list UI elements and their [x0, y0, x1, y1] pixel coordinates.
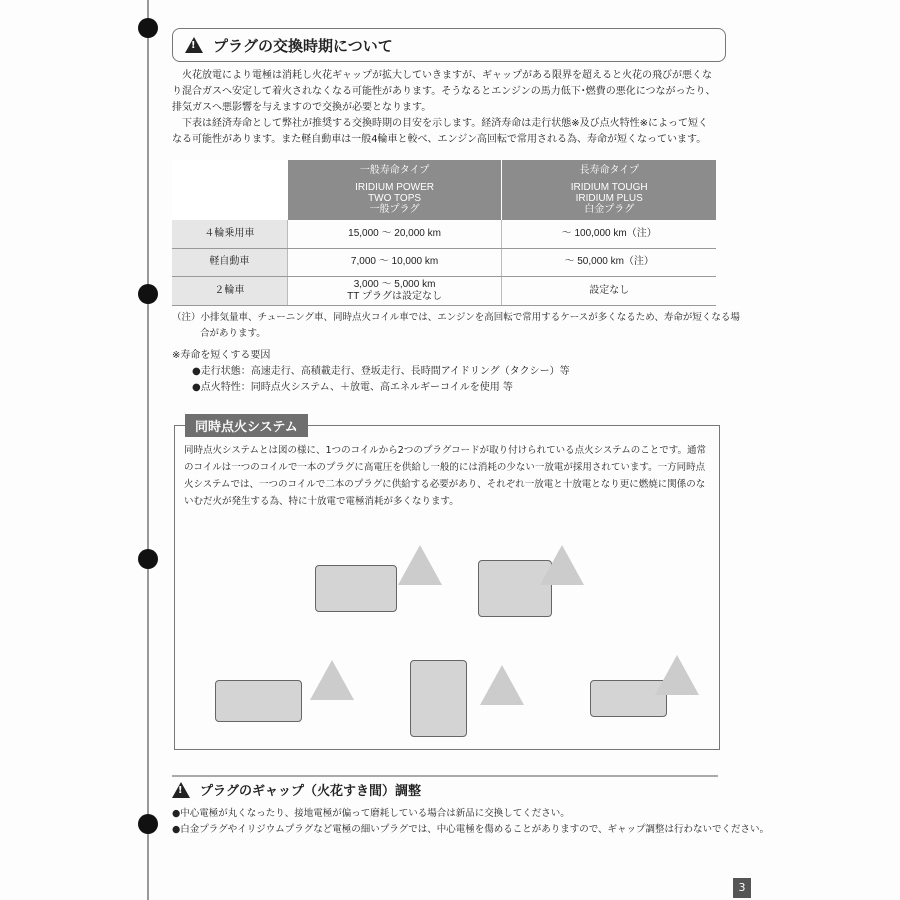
section-title-simultaneous: 同時点火システム	[185, 414, 308, 437]
section-title-gap	[172, 780, 421, 799]
paragraph: 同時点火システムとは図の様に、1つのコイルから2つのプラグコードが取り付けられている点火システムのことです。通常のコイルは一つのコイルで一本のプラグに高電圧を供給し一般的には消耗の少ない一放電が採用されています。一方同時点火システムでは、一つのコイルで二本のプラグに供給する必要があり、それぞれ一放電と十放電となり更に燃焼に関係のないむだ火が発生する為、特に十放電で電極消耗が多くなります。	[184, 445, 706, 507]
title-text: プラグのギャップ（火花すき間）調整	[200, 784, 422, 799]
warning-icon	[172, 782, 190, 798]
paragraph: 下表は経済寿命として弊社が推奨する交換時期の目安を示します。経済寿命は走行状態※及び点火特性※によって短くなる可能性があります。また軽自動車は一般4輪車と較べ、エンジン高回転で常用される為、寿命が短くなっています。	[172, 118, 708, 145]
paragraph: 火花放電により電極は消耗し火花ギャップが拡大していきますが、ギャップがある限界を超えると火花の飛びが悪くなり混合ガスへ安定して着火されなくなる可能性があります。そうなるとエンジンの馬力低下･燃費の悪化につながったり、排気ガスへ悪影響を与えますので交換が必要となります。	[172, 70, 716, 113]
divider	[172, 775, 718, 777]
header-normal: 一般寿命タイプ IRIDIUM POWER TWO TOPS 一般プラグ	[287, 160, 502, 220]
title-text: プラグの交換時期について	[213, 36, 393, 55]
factors-title: ※寿命を短くする要因	[172, 350, 271, 361]
header-long: 長寿命タイプ IRIDIUM TOUGH IRIDIUM PLUS 白金プラグ	[502, 160, 716, 220]
warning-icon	[185, 37, 203, 53]
gap-item: ●白金プラグやイリジウムプラグなど電極の細いプラグでは、中心電極を傷めることがありますので、ギャップ調整は行わないでください。	[172, 824, 770, 835]
factor-item: ●走行状態：高速走行、高積載走行、登坂走行、長時間アイドリング（タクシー）等	[192, 366, 570, 377]
replacement-table	[172, 160, 716, 306]
gap-item: ●中心電極が丸くなったり、接地電極が偏って磨耗している場合は新品に交換してください。	[172, 808, 570, 819]
table-note: （注）小排気量車、チューニング車、同時点火コイル車では、エンジンを高回転で常用するケースが多くなるため、寿命が短くなる場合があります。	[172, 312, 740, 339]
factor-item: ●点火特性：同時点火システム、＋放電、高エネルギーコイルを使用 等	[192, 382, 513, 393]
binder-hole	[138, 18, 158, 38]
page-number: 3	[733, 878, 751, 898]
binder-hole	[138, 284, 158, 304]
binder-hole	[138, 814, 158, 834]
section-title-replacement	[172, 28, 726, 62]
table-row: ４輪乗用車 15,000 ～ 20,000 km ～ 100,000 km（注）	[172, 220, 716, 248]
binding-line	[147, 0, 149, 900]
table-row: 軽自動車 7,000 ～ 10,000 km ～ 50,000 km（注）	[172, 248, 716, 276]
binder-hole	[138, 549, 158, 569]
table-row: ２輪車 3,000 ～ 5,000 km TT プラグは設定なし 設定なし	[172, 276, 716, 305]
